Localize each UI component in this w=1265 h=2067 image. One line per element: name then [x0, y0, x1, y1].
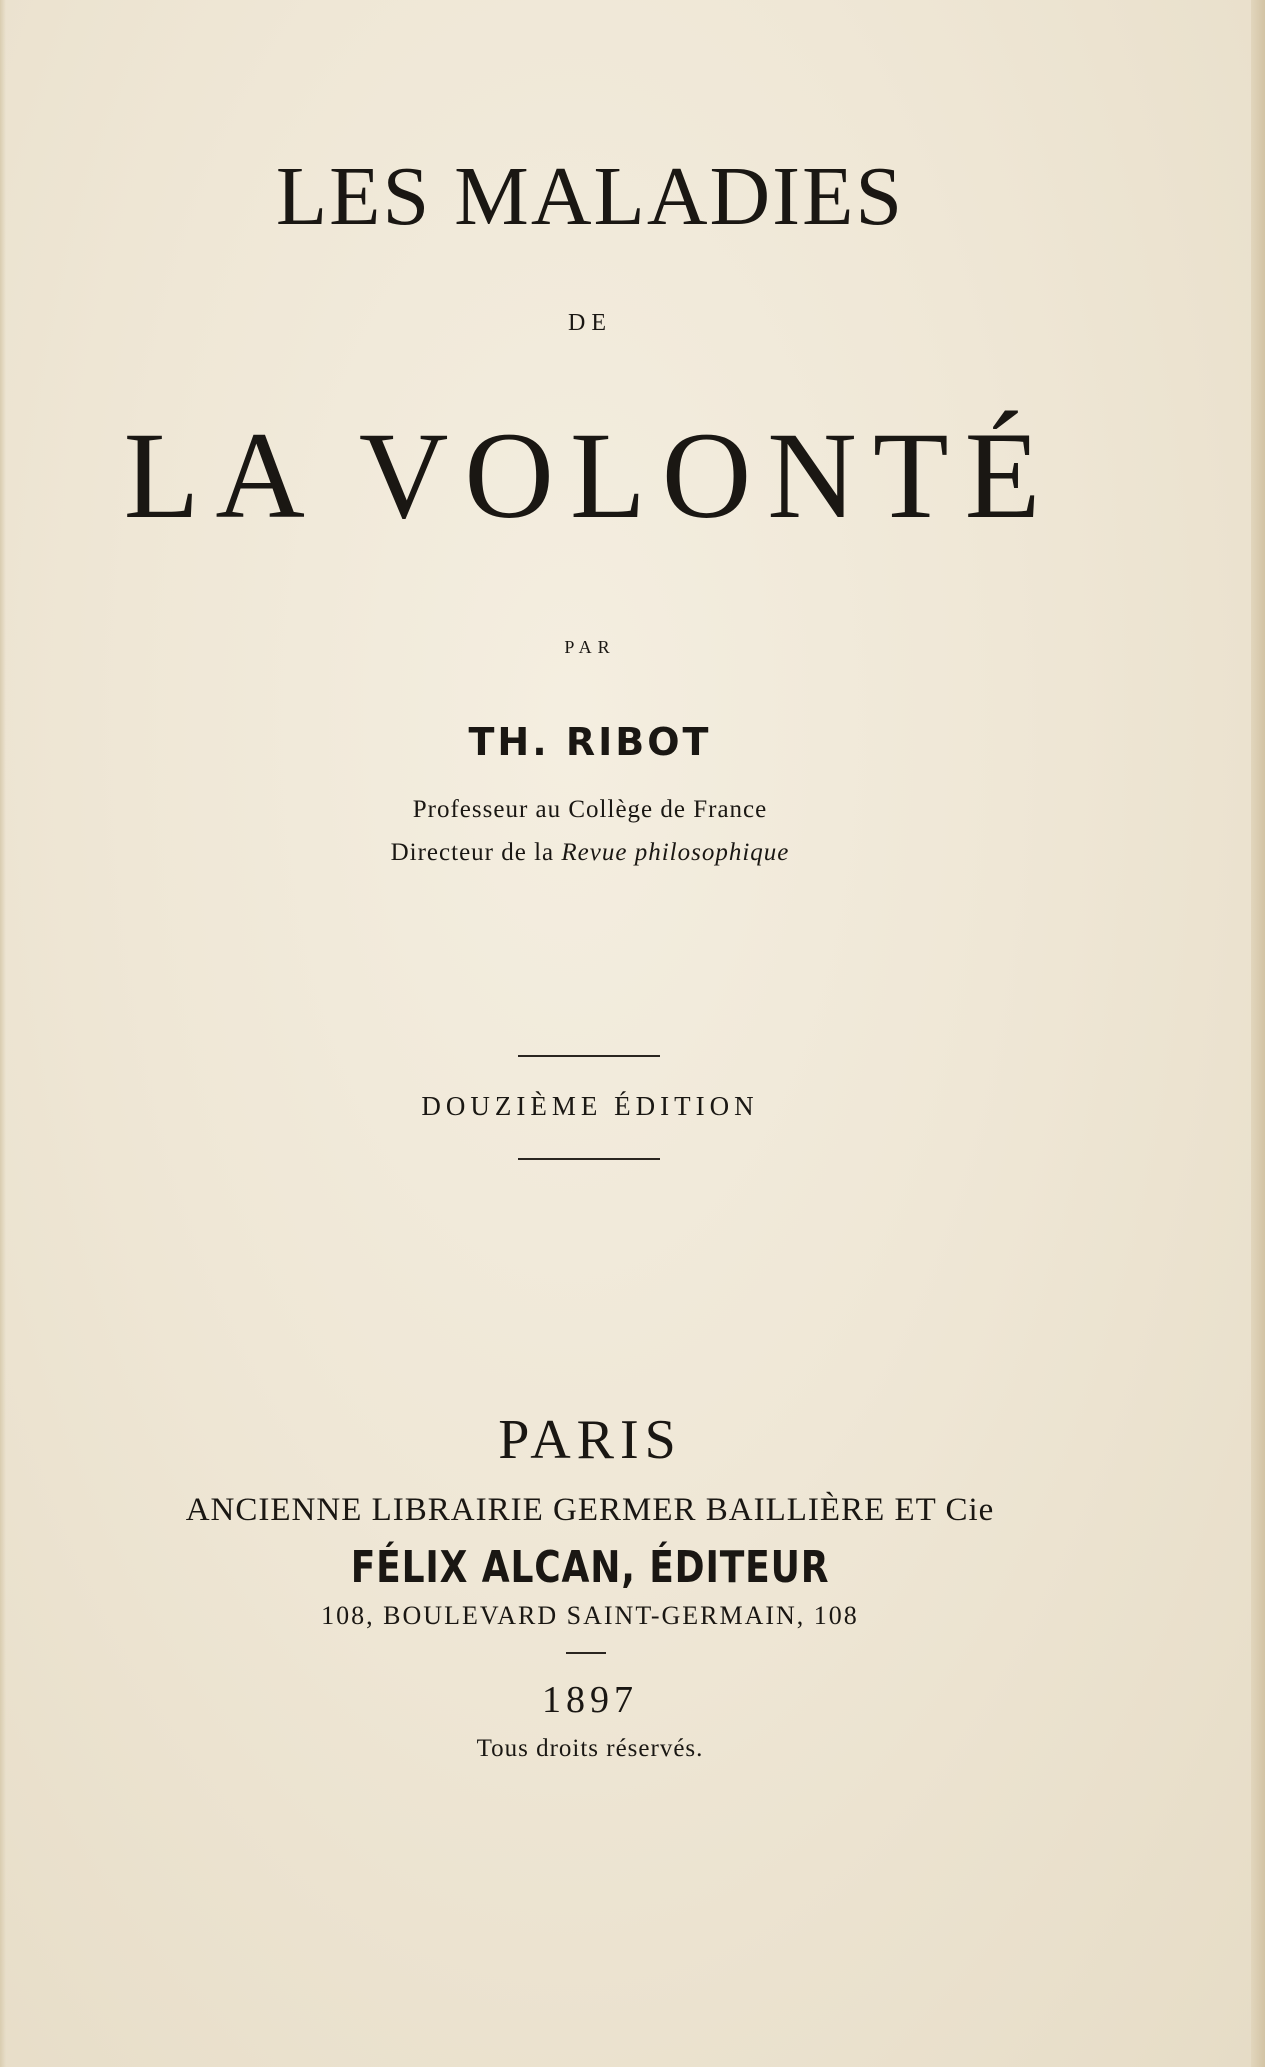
publisher-address: 108, BOULEVARD SAINT-GERMAIN, 108	[321, 1601, 859, 1630]
journal-title: Revue philosophique	[561, 839, 790, 866]
edition-label: DOUZIÈME ÉDITION	[421, 1091, 759, 1121]
divider-rule-bottom	[518, 1158, 660, 1160]
divider-rule-top	[518, 1055, 660, 1057]
title-connector: DE	[568, 310, 612, 336]
by-label: PAR	[564, 637, 616, 657]
publication-year: 1897	[542, 1679, 638, 1721]
credential-2-prefix: Directeur de la	[390, 839, 555, 866]
author-credential-2	[0, 839, 1180, 867]
imprint-city: PARIS	[498, 1409, 682, 1471]
rights-notice: Tous droits réservés.	[476, 1735, 704, 1762]
page-edge-right	[1251, 0, 1265, 2067]
divider-rule-short	[566, 1652, 606, 1654]
publisher-line-1: ANCIENNE LIBRAIRIE GERMER BAILLIÈRE ET Cie	[185, 1492, 995, 1528]
title-line-1: LES MALADIES	[275, 150, 905, 243]
author-credential-1: Professeur au Collège de France	[412, 796, 768, 823]
title-line-2: LA VOLONTÉ	[123, 407, 1057, 544]
author-name: TH. RIBOT	[468, 720, 712, 764]
publisher-line-2: FÉLIX ALCAN, ÉDITEUR	[350, 1542, 830, 1593]
